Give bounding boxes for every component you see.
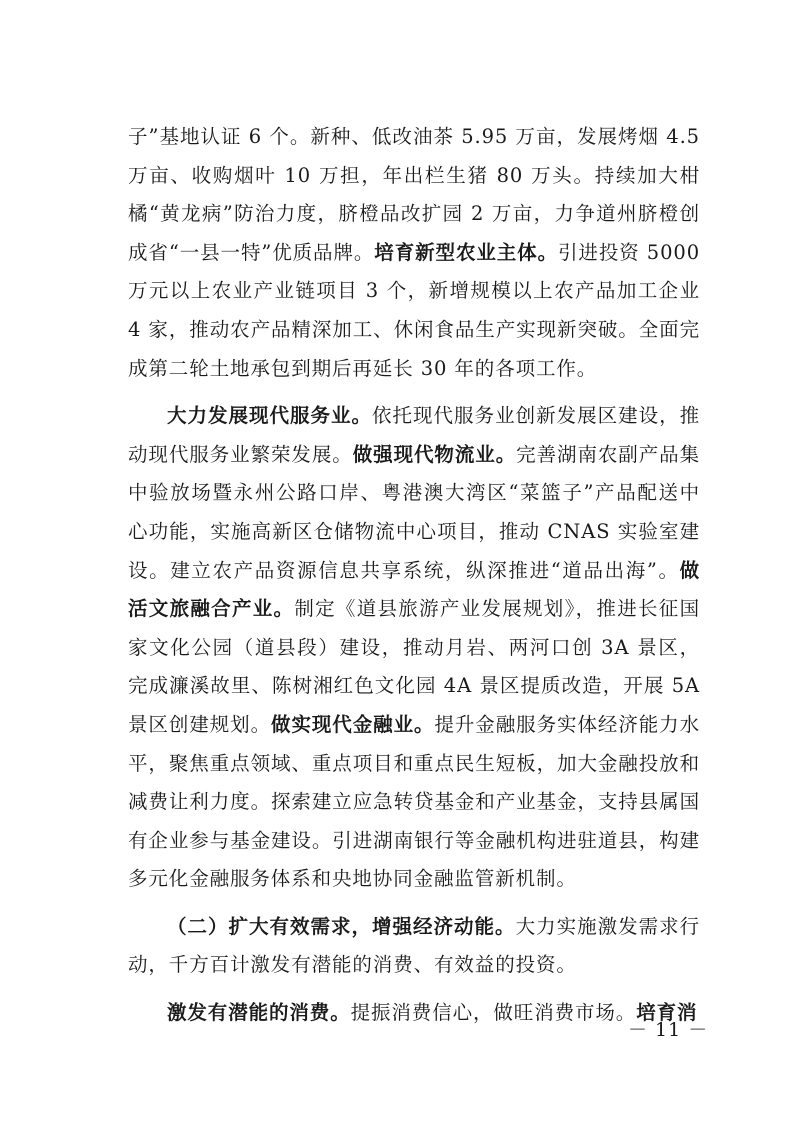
text-run: 大力实施激发需求行动，千方百计激发有潜能的消费、有效益的投资。 (128, 914, 700, 977)
document-body (128, 118, 700, 1033)
text-run: 依托现代服务业创新发展区建设，推动现代服务业繁荣发展。 (128, 404, 700, 466)
bold-heading-new-agri-entities: 培育新型农业主体。 (374, 240, 559, 264)
paragraph-consumption (128, 994, 700, 1033)
bold-heading-cultivate: 培育消 (636, 1001, 698, 1025)
paragraph-agriculture-continued (128, 118, 700, 388)
text-run: 提升金融服务实体经济能力水平，聚焦重点领域、重点项目和重点民生短板，加大金融投放和减费让利力度。探索建立应急转贷基金和产业基金，支持县属国有企业参与基金建设。引进湖南银行等金融机构进驻道县，构建多元化金融服务体系和央地协同金融监管新机制。 (128, 712, 701, 891)
text-run: 提振消费信心，做旺消费市场。 (350, 1001, 637, 1025)
paragraph-expand-demand (128, 908, 700, 985)
bold-heading-consumption: 激发有潜能的消费。 (167, 1001, 351, 1025)
page-number: － 11 － (628, 1019, 709, 1041)
bold-heading-section-two: （二）扩大有效需求，增强经济动能。 (167, 914, 516, 938)
text-run: 完善湖南农副产品集中验放场暨永州公路口岸、粤港澳大湾区“菜篮子”产品配送中心功能，实施高新区仓储物流中心项目，推动 CNAS 实验室建设。建立农产品资源信息共享系统，纵深推进“道品出海”。 (128, 442, 700, 582)
paragraph-modern-services (128, 397, 700, 899)
bold-heading-logistics: 做强现代物流业。 (352, 442, 517, 466)
text-run: 引进投资 5000 万元以上农业产业链项目 3 个，新增规模以上农产品加工企业 4 家，推动农产品精深加工、休闲食品生产实现新突破。全面完成第二轮土地承包到期后再延长 30 年的各项工作。 (128, 240, 700, 380)
bold-heading-finance: 做实现代金融业。 (271, 712, 435, 736)
bold-heading-modern-services: 大力发展现代服务业。 (167, 404, 373, 428)
text-run: 子”基地认证 6 个。新种、低改油茶 5.95 万亩，发展烤烟 4.5 万亩、收购烟叶 10 万担，年出栏生猪 80 万头。持续加大柑橘“黄龙病”防治力度，脐橙品改扩园 2 万亩，力争道州脐橙创成省“一县一特”优质品牌。 (128, 125, 700, 264)
text-run: 制定《道县旅游产业发展规划》，推进长征国家文化公园（道县段）建设，推动月岩、两河口创 3A 景区，完成濂溪故里、陈树湘红色文化园 4A 景区提质改造，开展 5A 景区创建规划。 (128, 597, 700, 736)
bold-heading-culture-tourism: 做活文旅融合产业。 (128, 558, 700, 621)
